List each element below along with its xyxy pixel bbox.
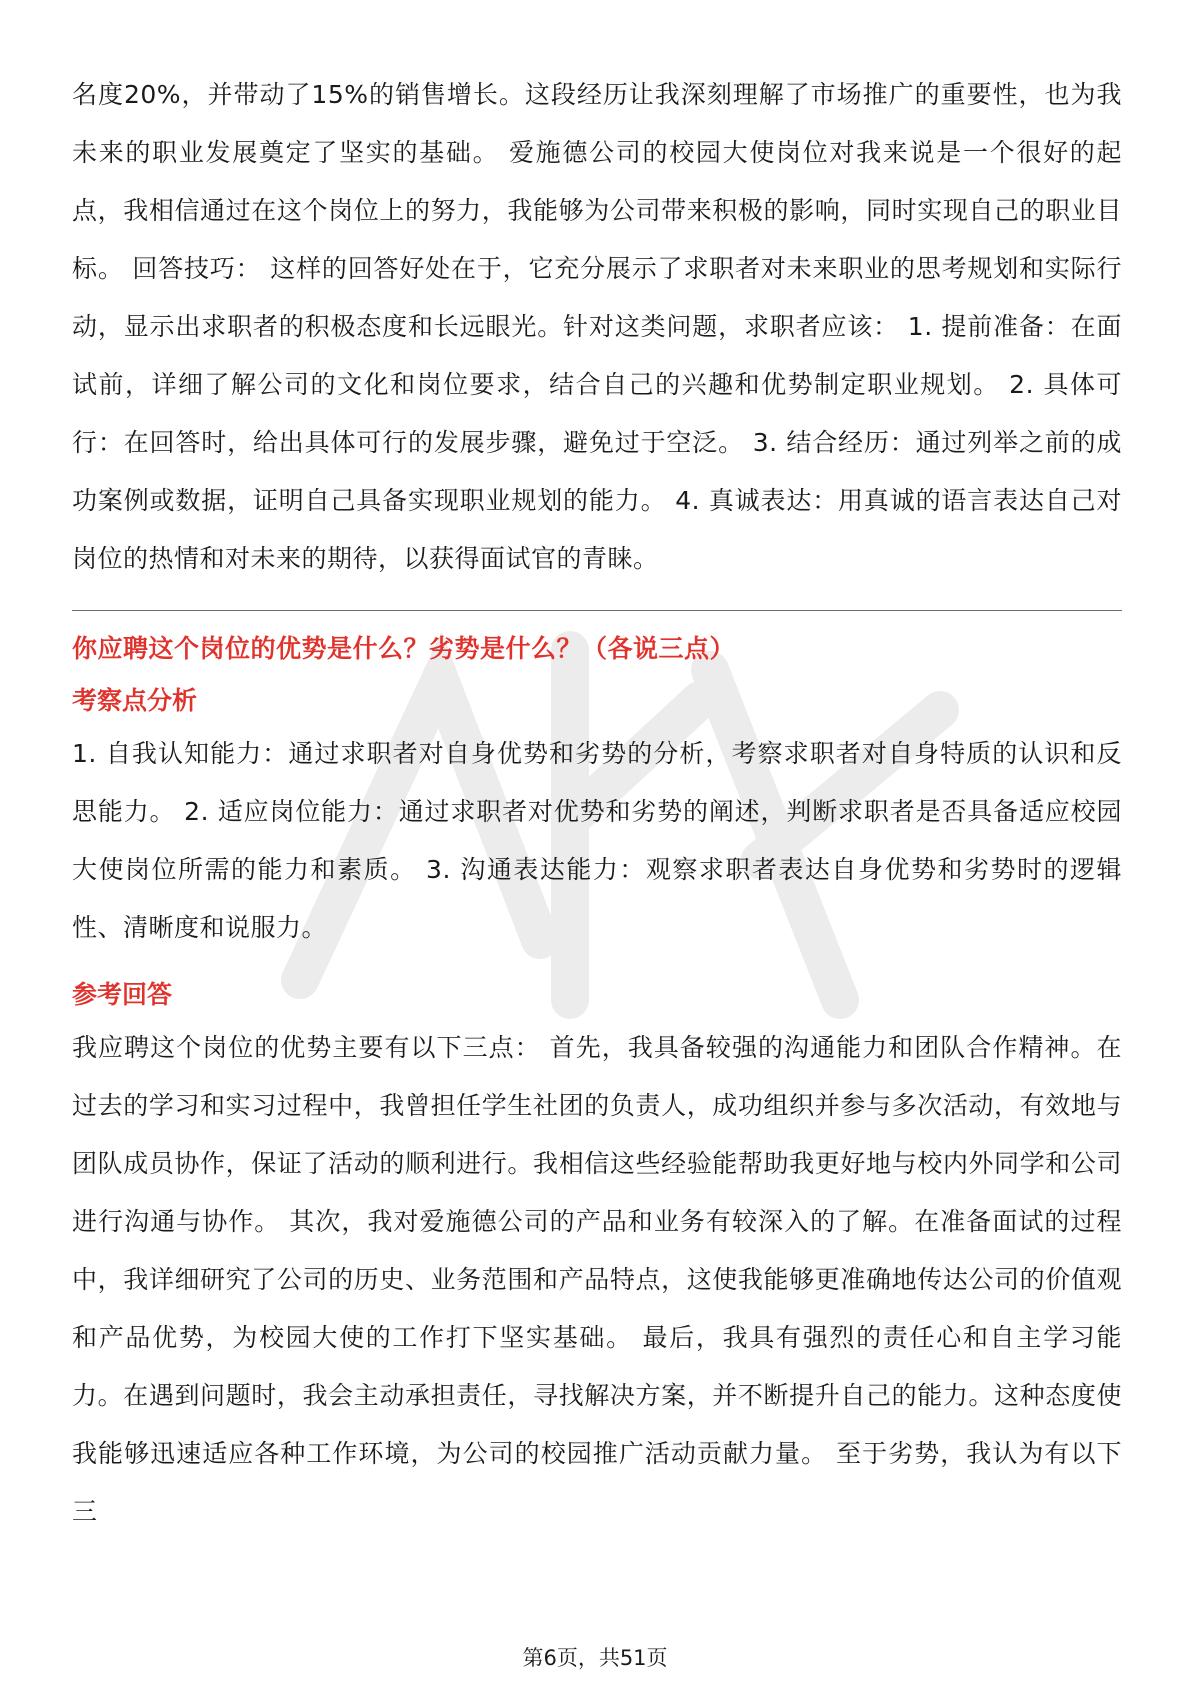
intro-paragraph: 名度20%，并带动了15%的销售增长。这段经历让我深刻理解了市场推广的重要性，也为我未来的职业发展奠定了坚实的基础。 爱施德公司的校园大使岗位对我来说是一个很好的起点，我相信通过在这个岗位上的努力，我能够为公司带来积极的影响，同时实现自己的职业目标。 回答技巧： 这样的回答好处在于，它充分展示了求职者对未来职业的思考规划和实际行动，显示出求职者的积极态度和长远眼光。针对这类问题，求职者应该： 1. 提前准备：在面试前，详细了解公司的文化和岗位要求，结合自己的兴趣和优势制定职业规划。 2. 具体可行：在回答时，给出具体可行的发展步骤，避免过于空泛。 3. 结合经历：通过列举之前的成功案例或数据，证明自己具备实现职业规划的能力。 4. 真诚表达：用真诚的语言表达自己对岗位的热情和对未来的期待，以获得面试官的青睐。: [72, 80, 1122, 573]
analysis-paragraph: 1. 自我认知能力：通过求职者对自身优势和劣势的分析，考察求职者对自身特质的认识和反思能力。 2. 适应岗位能力：通过求职者对优势和劣势的阐述，判断求职者是否具备适应校园大使岗位所需的能力和素质。 3. 沟通表达能力：观察求职者表达自身优势和劣势时的逻辑性、清晰度和说服力。: [72, 739, 1122, 942]
analysis-heading: 考察点分析: [72, 686, 198, 715]
reference-paragraph: 我应聘这个岗位的优势主要有以下三点： 首先，我具备较强的沟通能力和团队合作精神。在过去的学习和实习过程中，我曾担任学生社团的负责人，成功组织并参与多次活动，有效地与团队成员协作，保证了活动的顺利进行。我相信这些经验能帮助我更好地与校内外同学和公司进行沟通与协作。 其次，我对爱施德公司的产品和业务有较深入的了解。在准备面试的过程中，我详细研究了公司的历史、业务范围和产品特点，这使我能够更准确地传达公司的价值观和产品优势，为校园大使的工作打下坚实基础。 最后，我具有强烈的责任心和自主学习能力。在遇到问题时，我会主动承担责任，寻找解决方案，并不断提升自己的能力。这种态度使我能够迅速适应各种工作环境，为公司的校园推广活动贡献力量。 至于劣势，我认为有以下三: [72, 1033, 1122, 1526]
section-divider: [72, 610, 1122, 611]
section-spacer: [72, 957, 1122, 975]
question-heading: 你应聘这个岗位的优势是什么？劣势是什么？（各说三点）: [72, 634, 736, 663]
reference-heading: 参考回答: [72, 980, 173, 1009]
page-number: 第6页，共51页: [522, 1646, 668, 1670]
main-content: [72, 66, 1122, 1541]
